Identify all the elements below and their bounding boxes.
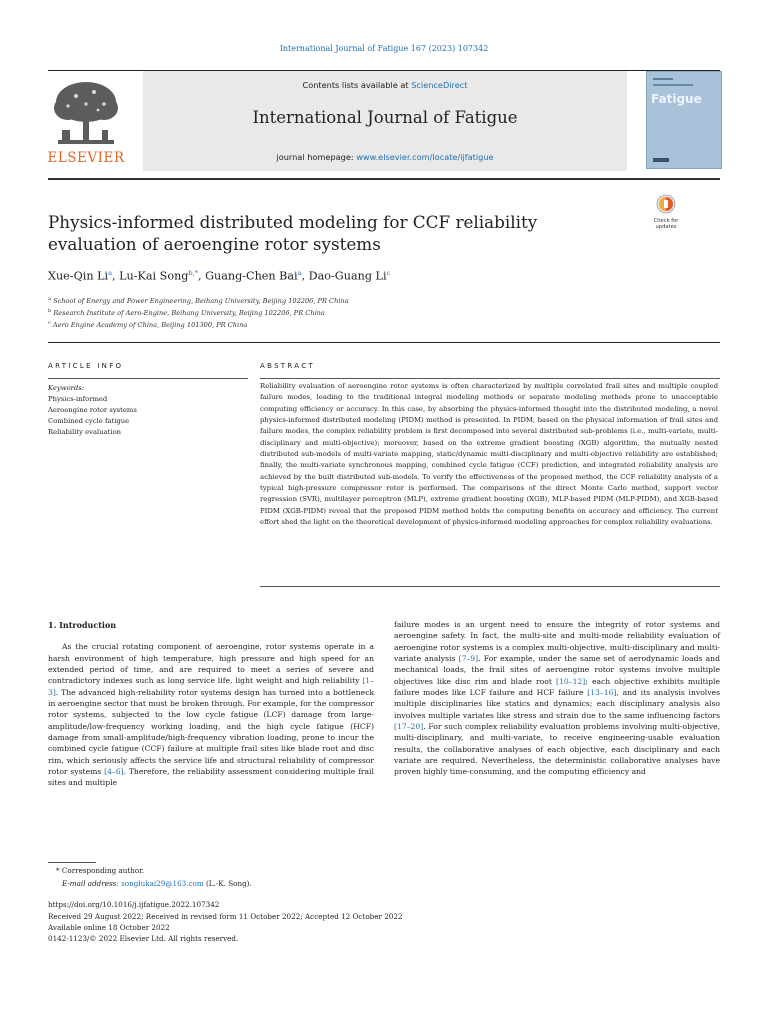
sciencedirect-link[interactable]: ScienceDirect	[411, 80, 468, 90]
author-4[interactable]: Dao-Guang Li	[308, 269, 387, 283]
article-info-rule	[48, 378, 248, 379]
cover-title: Fatigue	[651, 92, 702, 106]
keywords-label: Keywords:	[48, 384, 85, 392]
affiliation-c: $^c$ Aero Engine Academy of China, Beijing 101300, PR China	[48, 320, 248, 330]
available-online: Available online 18 October 2022	[48, 923, 170, 932]
contents-line: Contents lists available at ScienceDirect	[302, 80, 468, 90]
received-dates: Received 29 August 2022; Received in revised form 11 October 2022; Accepted 12 October 2022	[48, 912, 403, 921]
author-list: Xue-Qin Li$^a$, Lu-Kai Song$^{b,*}$, Guang-Chen Bai$^a$, Dao-Guang Li$^c$	[48, 269, 391, 283]
email-note: E-mail address: songlukai29@163.com (L.-K. Song).	[62, 879, 252, 888]
citation-link[interactable]: [1–3]	[48, 676, 374, 697]
intro-paragraph-1-cont: failure modes is an urgent need to ensure the integrity of rotor systems and aeroengine safety. In fact, the multi-site and multi-mode reliability evaluation of aeroengine rotor systems is a complex multi-objective, multi-disciplinary and multi-variate analysis [7–9]. For example, under the same set of aerodynamic loads and mechanical loads, the frail sites of aeroengine rotor systems involve multiple objectives like disc rim and blade root [10–12]; each objective exhibits multiple failure modes like LCF failure and HCF failure [13–16], and its analysis involves multiple disciplinaries like statics and dynamics; each disciplinary analysis also involves multiple variates like stress and strain due to the same influencing factors [17–20]. For such complex reliability evaluation problems involving multi-objective, multi-disciplinary, and multi-variate, to receive engineering-usable evaluation results, the collaborative analyses of each objective, each disciplinary and each variate are required. Nevertheless, the deterministic collaborative analyses have proven highly time-consuming, and the computing efficiency and	[394, 620, 720, 777]
author-2[interactable]: Lu-Kai Song	[119, 269, 189, 283]
journal-homepage: journal homepage: www.elsevier.com/locate/ijfatigue	[276, 152, 494, 162]
homepage-link[interactable]: www.elsevier.com/locate/ijfatigue	[356, 152, 494, 162]
doi-link[interactable]: https://doi.org/10.1016/j.ijfatigue.2022.107342	[48, 900, 220, 909]
corresponding-author-note: * Corresponding author.	[56, 866, 145, 875]
abstract-heading: ABSTRACT	[260, 362, 315, 370]
email-link[interactable]: songlukai29@163.com	[121, 879, 204, 888]
section-divider	[48, 342, 720, 343]
intro-column-left	[48, 620, 374, 789]
intro-paragraph-1: As the crucial rotating component of aeroengine, rotor systems operate in a harsh environment of high temperature, high pressure and high speed for an extended period of time, and are required to meet a series of severe and contradictory indexes such as long service life, light weight and high reliability [1–3]. The advanced high-reliability rotor systems design has turned into a bottleneck in aeroengine sector that must be broken through. For example, for the compressor rotor systems, subjected to the low cycle fatigue (LCF) damage from large-amplitude/low-frequency working loading, and the high cycle fatigue (HCF) damage from small-amplitude/high-frequency vibration loading, prone to incur the combined cycle fatigue (CCF) failure at multiple frail sites like blade root and disc rim, which seriously affects the service life and structural reliability of compressor rotor systems [4–6]. Therefore, the reliability assessment considering multiple frail sites and multiple	[48, 642, 374, 788]
abstract-text: Reliability evaluation of aeroengine rotor systems is often characterized by multiple correlated frail sites and multiple coupled failure modes, leading to the traditional integral modeling methods or separate modeling methods prone to unacceptable computing efficiency or accuracy. In this case, by absorbing the physics-informed thought into the distributed modeling, a novel physics-informed distributed modeling (PIDM) method is presented. In PIDM, based on the physical information of frail sites and failure modes, the complex reliability problem is first decomposed into several distributed sub-problems (i.e., multi-variate, multi-disciplinary and multi-objective); moreover, based on the extreme gradient boosting (XGB) algorithm, the mutually nested distributed sub-models of multi-variate mapping, static/dynamic multi-disciplinary and multi-objective reliability are established; finally, the multi-variate synchronous mapping, combined cycle fatigue (CCF) prediction, and integrated reliability analysis are achieved by the built distributed sub-models. To verify the effectiveness of the proposed method, the CCF reliability analysis of a typical high-pressure compressor rotor is performed. The comparisons of the direct Monte Carlo method, support vector regression (SVR), multilayer perceptron (MLP), extreme gradient boosting (XGB), MLP-based PIDM (MLP-PIDM), and XGB-based PIDM (XGB-PIDM) reveal that the proposed PIDM method holds the computing benefits on accuracy and efficiency. The current effort shed the light on the theoretical development of physics-informed modeling approaches for complex reliability evaluations.	[260, 382, 718, 527]
elsevier-wordmark: ELSEVIER	[47, 150, 125, 166]
footnote-rule	[48, 862, 96, 863]
citation-link[interactable]: [4–6]	[104, 767, 124, 777]
check-for-updates-badge[interactable]	[648, 194, 684, 228]
citation-link[interactable]: [17–20]	[394, 722, 424, 732]
copyright: 0142-1123/© 2022 Elsevier Ltd. All rights reserved.	[48, 934, 239, 943]
citation-link[interactable]: [10–12]	[556, 676, 586, 686]
journal-title: International Journal of Fatigue	[252, 108, 518, 127]
citation-link[interactable]: [13–16]	[587, 688, 617, 698]
intro-column-right	[394, 619, 720, 778]
affiliation-b: $^b$ Research Institute of Aero-Engine, Beihang University, Beijing 102206, PR China	[48, 308, 325, 318]
keyword-item: Reliability evaluation	[48, 428, 122, 436]
affiliation-a: $^a$ School of Energy and Power Engineering, Beihang University, Beijing 102206, PR China	[48, 296, 349, 306]
abstract-rule	[260, 378, 720, 379]
author-3[interactable]: Guang-Chen Bai	[205, 269, 298, 283]
check-updates-icon	[648, 194, 684, 214]
article-title: Physics-informed distributed modeling for CCF reliability evaluation of aeroengine rotor systems	[48, 212, 538, 254]
section-heading-introduction: 1. Introduction	[48, 620, 117, 630]
author-1[interactable]: Xue-Qin Li	[48, 269, 109, 283]
abstract-bottom-rule	[260, 586, 720, 587]
header-bottom-rule	[48, 178, 720, 180]
article-info-heading: ARTICLE INFO	[48, 362, 124, 370]
citation-link[interactable]: [7–9]	[458, 654, 479, 664]
keyword-item: Combined cycle fatigue	[48, 417, 130, 425]
journal-cover[interactable]	[646, 71, 722, 169]
check-updates-label: Check for updates	[653, 218, 679, 230]
journal-reference[interactable]: International Journal of Fatigue 167 (2023) 107342	[279, 44, 489, 53]
keyword-item: Aeroengine rotor systems	[48, 406, 137, 414]
keyword-item: Physics-informed	[48, 395, 108, 403]
